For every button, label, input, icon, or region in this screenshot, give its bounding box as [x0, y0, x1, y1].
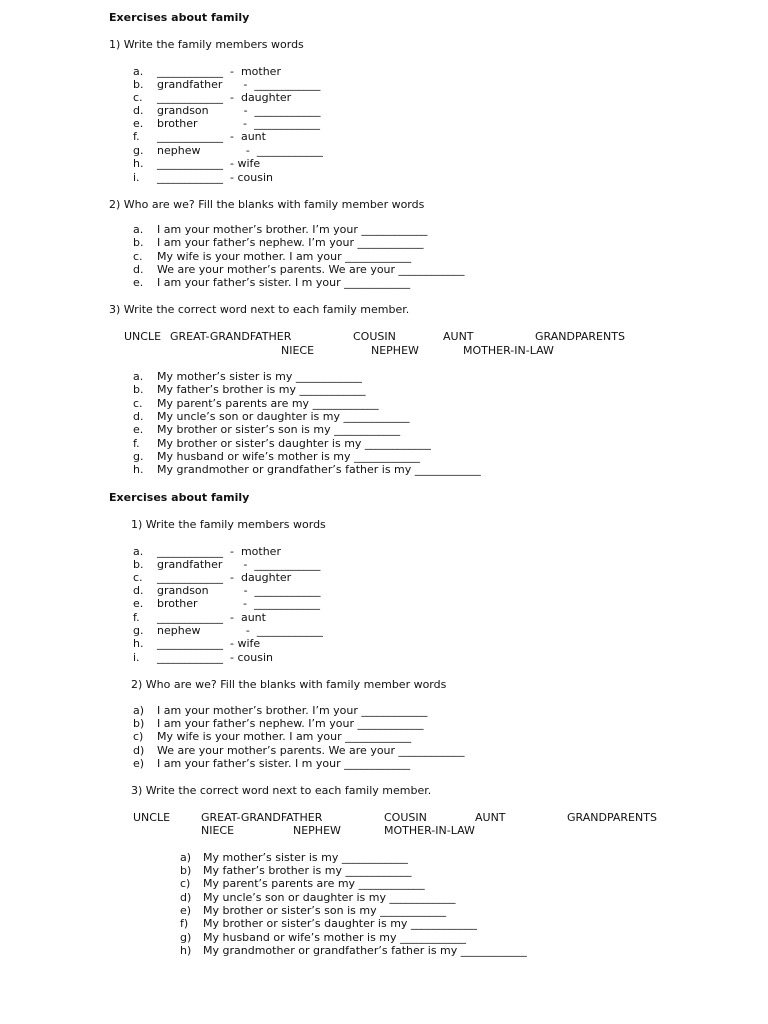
q1-marker: b. [133, 78, 144, 91]
q1-marker: i. [133, 171, 140, 184]
q1-marker: b. [133, 558, 144, 571]
q2-marker: b. [133, 236, 144, 249]
q3-marker: h) [180, 944, 192, 957]
q2-item: I am your mother’s brother. I’m your ____________ [157, 704, 428, 717]
q3-item: My grandmother or grandfather’s father is my ____________ [203, 944, 527, 957]
q3-item: My mother’s sister is my ____________ [157, 370, 362, 383]
q2-marker: a. [133, 223, 144, 236]
q3-marker: d) [180, 891, 192, 904]
q3-marker: f. [133, 437, 140, 450]
section-title: Exercises about family [109, 11, 250, 24]
q3-marker: b. [133, 383, 144, 396]
q1-item: ____________ - cousin [157, 651, 273, 664]
q3-item: My parent’s parents are my ____________ [157, 397, 379, 410]
q1-item: nephew - ____________ [157, 624, 323, 637]
q1-marker: c. [133, 571, 143, 584]
q1-marker: e. [133, 117, 144, 130]
question-3-heading: 3) Write the correct word next to each family member. [131, 784, 432, 797]
q1-marker: c. [133, 91, 143, 104]
word-bank-item: MOTHER-IN-LAW [384, 824, 475, 837]
q1-marker: h. [133, 637, 144, 650]
q2-item: I am your father’s nephew. I’m your ____________ [157, 236, 424, 249]
q1-marker: g. [133, 144, 144, 157]
word-bank-item: UNCLE [133, 811, 171, 824]
q1-marker: d. [133, 584, 144, 597]
q3-item: My father’s brother is my ____________ [157, 383, 366, 396]
question-2-heading: 2) Who are we? Fill the blanks with family member words [131, 678, 447, 691]
word-bank-item: AUNT [443, 330, 474, 343]
q3-marker: c. [133, 397, 143, 410]
q1-item: ____________ - wife [157, 637, 261, 650]
word-bank-item: NEPHEW [371, 344, 419, 357]
q2-marker: b) [133, 717, 145, 730]
q1-item: grandfather - ____________ [157, 78, 321, 91]
q2-item: We are your mother’s parents. We are your ____________ [157, 263, 465, 276]
q1-marker: g. [133, 624, 144, 637]
q3-item: My brother or sister’s son is my ____________ [203, 904, 447, 917]
q1-item: ____________ - wife [157, 157, 261, 170]
q3-marker: a. [133, 370, 144, 383]
word-bank-item: GREAT-GRANDFATHER [170, 330, 292, 343]
question-3-heading: 3) Write the correct word next to each family member. [109, 303, 410, 316]
q3-marker: d. [133, 410, 144, 423]
question-1-heading: 1) Write the family members words [109, 38, 304, 51]
q1-item: nephew - ____________ [157, 144, 323, 157]
word-bank-item: MOTHER-IN-LAW [463, 344, 554, 357]
q3-item: My husband or wife’s mother is my ____________ [203, 931, 467, 944]
q3-marker: e. [133, 423, 144, 436]
word-bank-item: GREAT-GRANDFATHER [201, 811, 323, 824]
q2-item: My wife is your mother. I am your ____________ [157, 250, 412, 263]
q1-marker: f. [133, 130, 140, 143]
q1-marker: a. [133, 65, 144, 78]
q3-item: My parent’s parents are my ____________ [203, 877, 425, 890]
q3-item: My father’s brother is my ____________ [203, 864, 412, 877]
q3-marker: h. [133, 463, 144, 476]
q3-item: My husband or wife’s mother is my ____________ [157, 450, 421, 463]
q1-item: grandson - ____________ [157, 104, 321, 117]
q3-item: My brother or sister’s son is my ____________ [157, 423, 401, 436]
q1-item: ____________ - aunt [157, 611, 266, 624]
word-bank-item: UNCLE [124, 330, 162, 343]
q1-item: grandson - ____________ [157, 584, 321, 597]
word-bank-item: NIECE [281, 344, 315, 357]
q3-marker: f) [180, 917, 189, 930]
q1-item: ____________ - mother [157, 545, 281, 558]
word-bank-item: COUSIN [384, 811, 427, 824]
q3-item: My mother’s sister is my ____________ [203, 851, 408, 864]
question-1-heading: 1) Write the family members words [131, 518, 326, 531]
q3-item: My brother or sister’s daughter is my ____________ [157, 437, 431, 450]
q2-item: I am your father’s sister. I m your ____________ [157, 757, 411, 770]
q2-marker: e) [133, 757, 145, 770]
q1-item: ____________ - aunt [157, 130, 266, 143]
q1-item: ____________ - daughter [157, 571, 292, 584]
q1-item: ____________ - mother [157, 65, 281, 78]
q3-item: My uncle’s son or daughter is my ____________ [203, 891, 456, 904]
word-bank-item: NEPHEW [293, 824, 341, 837]
q3-marker: c) [180, 877, 191, 890]
q1-marker: i. [133, 651, 140, 664]
q2-marker: c) [133, 730, 144, 743]
q2-marker: c. [133, 250, 143, 263]
q1-item: ____________ - daughter [157, 91, 292, 104]
q2-marker: e. [133, 276, 144, 289]
q2-marker: d) [133, 744, 145, 757]
q1-marker: e. [133, 597, 144, 610]
q1-marker: h. [133, 157, 144, 170]
q3-marker: g. [133, 450, 144, 463]
word-bank-item: GRANDPARENTS [567, 811, 657, 824]
q3-item: My brother or sister’s daughter is my ____________ [203, 917, 477, 930]
q3-item: My grandmother or grandfather’s father is my ____________ [157, 463, 481, 476]
q1-item: ____________ - cousin [157, 171, 273, 184]
q3-marker: g) [180, 931, 192, 944]
q2-item: I am your mother’s brother. I’m your ____________ [157, 223, 428, 236]
q1-item: brother - ____________ [157, 597, 320, 610]
q3-marker: e) [180, 904, 192, 917]
q2-marker: a) [133, 704, 145, 717]
word-bank-item: COUSIN [353, 330, 396, 343]
q3-marker: a) [180, 851, 192, 864]
q1-item: brother - ____________ [157, 117, 320, 130]
q1-marker: d. [133, 104, 144, 117]
section-title: Exercises about family [109, 491, 250, 504]
q3-marker: b) [180, 864, 192, 877]
q2-item: I am your father’s nephew. I’m your ____________ [157, 717, 424, 730]
q2-item: We are your mother’s parents. We are your ____________ [157, 744, 465, 757]
word-bank-item: NIECE [201, 824, 235, 837]
q1-marker: a. [133, 545, 144, 558]
q1-item: grandfather - ____________ [157, 558, 321, 571]
q3-item: My uncle’s son or daughter is my ____________ [157, 410, 410, 423]
word-bank-item: GRANDPARENTS [535, 330, 625, 343]
q2-item: My wife is your mother. I am your ____________ [157, 730, 412, 743]
q2-item: I am your father’s sister. I m your ____________ [157, 276, 411, 289]
word-bank-item: AUNT [475, 811, 506, 824]
q2-marker: d. [133, 263, 144, 276]
q1-marker: f. [133, 611, 140, 624]
question-2-heading: 2) Who are we? Fill the blanks with family member words [109, 198, 425, 211]
